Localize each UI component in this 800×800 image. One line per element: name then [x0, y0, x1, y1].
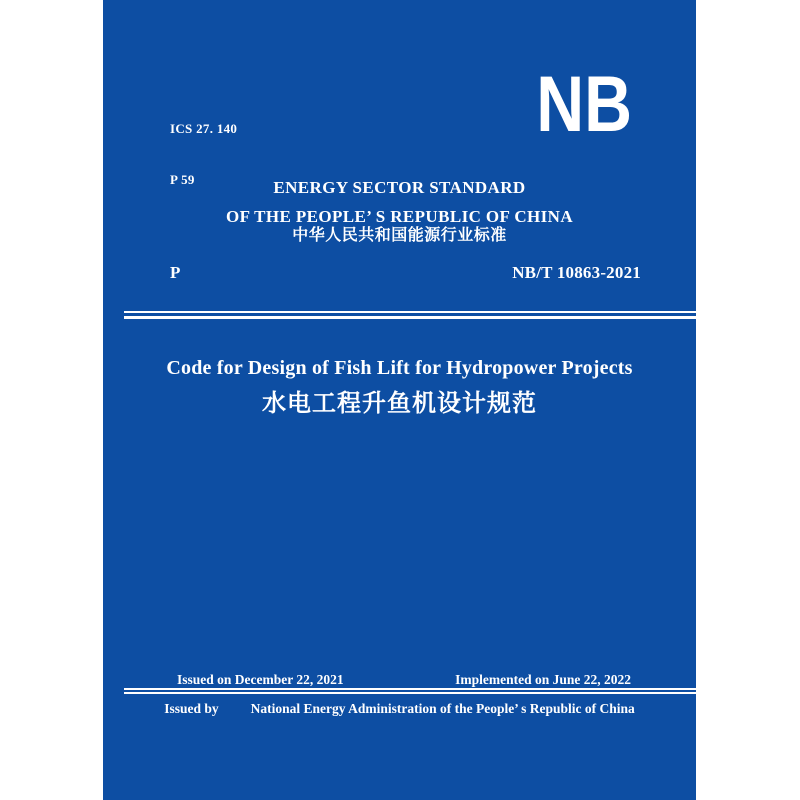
org-heading-en-line1: ENERGY SECTOR STANDARD [273, 178, 526, 197]
top-double-rule [124, 311, 696, 319]
standard-title-zh: 水电工程升鱼机设计规范 [262, 391, 537, 417]
nb-logo: NB [536, 59, 632, 148]
ics-code: ICS 27. 140 [170, 121, 238, 136]
standard-number: NB/T 10863-2021 [512, 263, 641, 282]
org-heading-zh: 中华人民共和国能源行业标准 [292, 227, 507, 244]
issuer-row [103, 702, 696, 716]
standard-title-en: Code for Design of Fish Lift for Hydropower Projects [166, 357, 633, 379]
org-heading-en-line2: OF THE PEOPLE’ S REPUBLIC OF CHINA [225, 207, 574, 226]
dates-row [177, 673, 631, 687]
china-class-code: P 59 [170, 172, 195, 187]
implemented-on-date: Implemented on June 22, 2022 [455, 672, 631, 687]
document-class-letter: P [170, 263, 181, 282]
cover-blue-panel [103, 0, 696, 800]
ics-classification-block [170, 86, 237, 222]
issued-on-date: Issued on December 22, 2021 [177, 672, 344, 687]
issued-by-organization: National Energy Administration of the People’ s Republic of China [250, 701, 635, 716]
bottom-double-rule [124, 688, 696, 694]
issued-by-label: Issued by [164, 701, 219, 716]
